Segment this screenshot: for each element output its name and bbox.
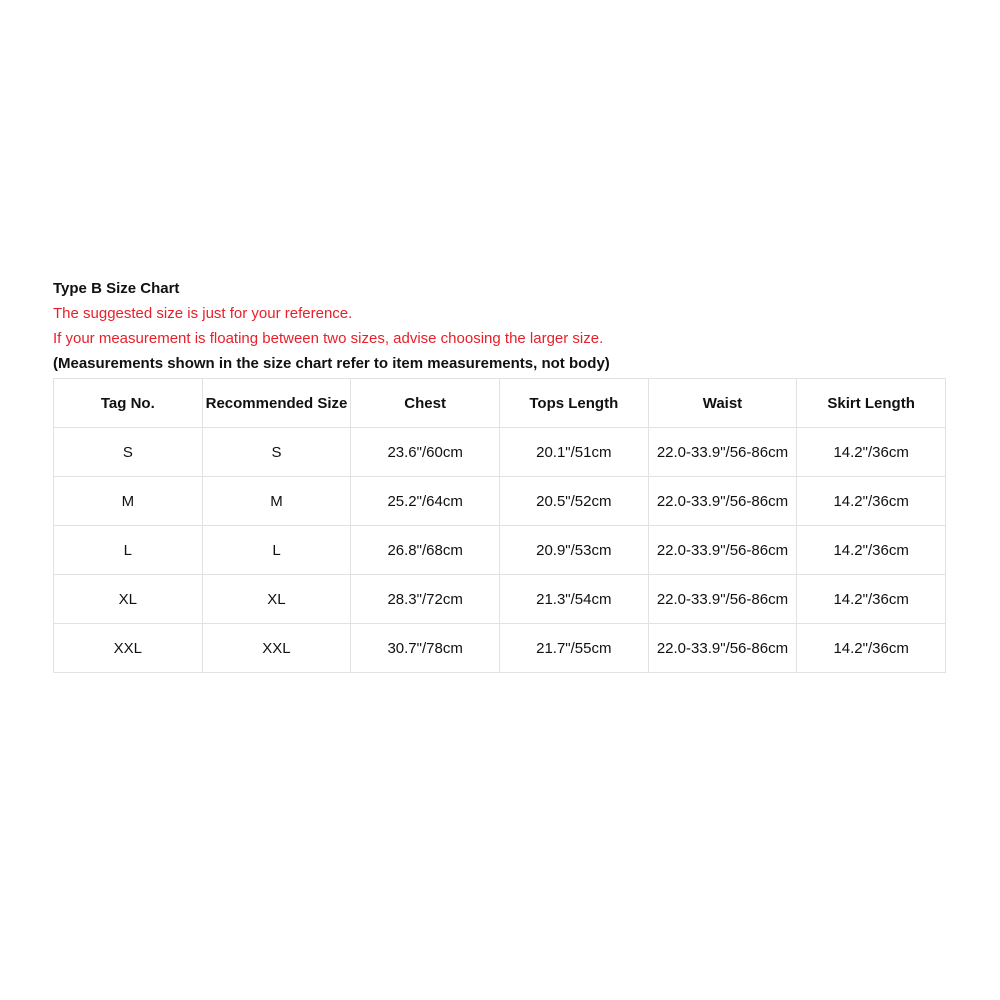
cell-tops-length: 20.9"/53cm	[499, 526, 648, 575]
cell-waist: 22.0-33.9"/56-86cm	[648, 428, 797, 477]
cell-recommended-size: L	[202, 526, 351, 575]
table-row	[54, 477, 946, 526]
cell-waist: 22.0-33.9"/56-86cm	[648, 575, 797, 624]
cell-tops-length: 21.7"/55cm	[499, 624, 648, 673]
cell-recommended-size: XL	[202, 575, 351, 624]
table-row	[54, 624, 946, 673]
cell-waist: 22.0-33.9"/56-86cm	[648, 526, 797, 575]
sizing-advice-note: If your measurement is floating between two sizes, advise choosing the larger size.	[53, 330, 604, 347]
cell-chest: 30.7"/78cm	[351, 624, 500, 673]
cell-tag-no: M	[54, 477, 203, 526]
measurement-disclaimer: (Measurements shown in the size chart refer to item measurements, not body)	[53, 355, 610, 372]
cell-skirt-length: 14.2"/36cm	[797, 624, 946, 673]
cell-chest: 26.8"/68cm	[351, 526, 500, 575]
cell-recommended-size: M	[202, 477, 351, 526]
size-table	[53, 378, 946, 673]
cell-tag-no: S	[54, 428, 203, 477]
cell-skirt-length: 14.2"/36cm	[797, 575, 946, 624]
cell-skirt-length: 14.2"/36cm	[797, 477, 946, 526]
cell-waist: 22.0-33.9"/56-86cm	[648, 477, 797, 526]
cell-tag-no: XXL	[54, 624, 203, 673]
cell-tops-length: 21.3"/54cm	[499, 575, 648, 624]
size-chart-section	[53, 276, 946, 673]
cell-skirt-length: 14.2"/36cm	[797, 428, 946, 477]
cell-recommended-size: S	[202, 428, 351, 477]
header-waist: Waist	[648, 379, 797, 428]
header-tops-length: Tops Length	[499, 379, 648, 428]
table-row	[54, 575, 946, 624]
chart-title: Type B Size Chart	[53, 280, 180, 297]
cell-tag-no: XL	[54, 575, 203, 624]
cell-tag-no: L	[54, 526, 203, 575]
header-chest: Chest	[351, 379, 500, 428]
cell-tops-length: 20.5"/52cm	[499, 477, 648, 526]
cell-chest: 28.3"/72cm	[351, 575, 500, 624]
cell-chest: 23.6"/60cm	[351, 428, 500, 477]
cell-recommended-size: XXL	[202, 624, 351, 673]
table-row	[54, 428, 946, 477]
cell-waist: 22.0-33.9"/56-86cm	[648, 624, 797, 673]
header-recommended-size: Recommended Size	[202, 379, 351, 428]
cell-skirt-length: 14.2"/36cm	[797, 526, 946, 575]
cell-tops-length: 20.1"/51cm	[499, 428, 648, 477]
reference-note: The suggested size is just for your reference.	[53, 305, 353, 322]
table-header-row	[54, 379, 946, 428]
cell-chest: 25.2"/64cm	[351, 477, 500, 526]
header-tag-no: Tag No.	[54, 379, 203, 428]
header-skirt-length: Skirt Length	[797, 379, 946, 428]
table-row	[54, 526, 946, 575]
